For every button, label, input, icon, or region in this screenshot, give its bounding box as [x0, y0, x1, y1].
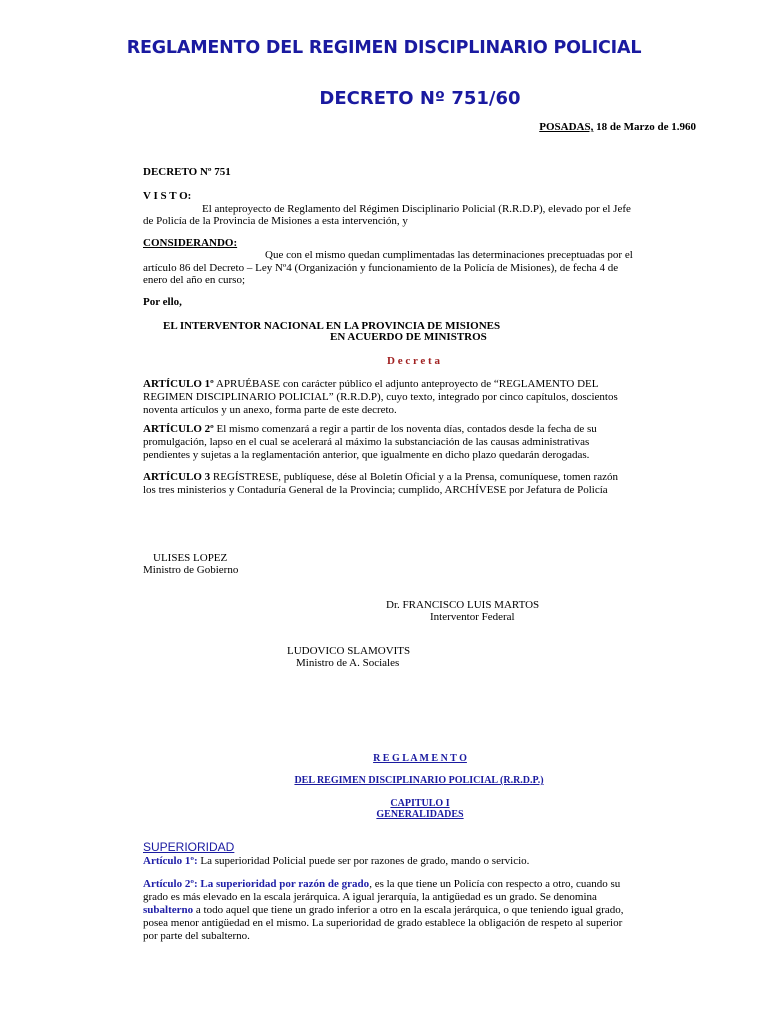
article-text: pendientes y sujetas a la reglamentación anterior, que igualmente en dicho plazo quedarán derogadas.	[143, 449, 590, 461]
signature-name: LUDOVICO SLAMOVITS	[287, 645, 411, 657]
article-text: REGIMEN DISCIPLINARIO POLICIAL” (R.R.D.P), cuyo texto, integrado por cinco capítulos, doscientos	[143, 391, 618, 403]
article-text: a todo aquel que tiene un grado inferior a otro en la escala jerárquica, o que teniendo igual grado,	[193, 904, 624, 916]
article-text: La superioridad Policial puede ser por razones de grado, mando o servicio.	[197, 855, 530, 867]
article-label: ARTÍCULO 2º	[143, 423, 214, 435]
chapter-name: GENERALIDADES	[376, 809, 464, 820]
article-text: grado es más elevado en la escala jerárquica. A igual jerarquía, la antigüedad es un grado. Se denomina	[143, 891, 597, 903]
signature-role: Ministro de A. Sociales	[296, 657, 400, 669]
place-date	[539, 121, 696, 134]
article-text: posea menor antigüedad en el mismo. La superioridad de grado establece la obligación de respeto al superior	[143, 917, 623, 929]
article-text: , es la que tiene un Policía con respecto a otro, cuando su	[369, 878, 621, 890]
signature-name: ULISES LOPEZ	[153, 552, 228, 564]
article-label: Artículo 1º:	[143, 855, 198, 867]
interventor-line: EL INTERVENTOR NACIONAL EN LA PROVINCIA DE MISIONES	[163, 320, 501, 332]
decree-heading: DECRETO Nº 751/60	[319, 88, 521, 109]
article-text: noventa artículos y un anexo, forma parte de este decreto.	[143, 404, 397, 416]
document-title: REGLAMENTO DEL REGIMEN DISCIPLINARIO POLICIAL	[126, 38, 642, 58]
signature-name: Dr. FRANCISCO LUIS MARTOS	[386, 599, 540, 611]
reglamento-article-1	[143, 855, 529, 868]
por-ello: Por ello,	[143, 296, 182, 308]
considerando-line: Que con el mismo quedan cumplimentadas las determinaciones preceptuadas por el	[265, 249, 633, 261]
articulo-2	[143, 423, 695, 462]
reglamento-title: R E G L A M E N T O	[373, 753, 467, 764]
reglamento-subtitle: DEL REGIMEN DISCIPLINARIO POLICIAL (R.R.D.P.)	[294, 775, 544, 786]
article-text: REGÍSTRESE, publíquese, dése al Boletín Oficial y a la Prensa, comuníquese, tomen razón	[210, 471, 618, 483]
decreto-label: DECRETO Nº 751	[143, 166, 231, 178]
visto-label: V I S T O:	[143, 190, 192, 202]
considerando-label: CONSIDERANDO:	[143, 237, 238, 249]
interventor-line: EN ACUERDO DE MINISTROS	[330, 331, 487, 343]
chapter-title: CAPITULO I	[390, 798, 450, 809]
signature-role: Interventor Federal	[430, 611, 515, 623]
date: 18 de Marzo de 1.960	[593, 121, 696, 133]
signature-role: Ministro de Gobierno	[143, 564, 239, 576]
reglamento-article-2	[143, 878, 695, 943]
article-text: los tres ministerios y Contaduría General de la Provincia; cumplido, ARCHÍVESE por Jefatura de Policía	[143, 484, 608, 496]
articulo-1	[143, 378, 695, 417]
considerando-line: artículo 86 del Decreto – Ley Nº4 (Organización y funcionamiento de la Policía de Misiones), de fecha 4 de	[143, 262, 619, 274]
visto-line: de Policía de la Provincia de Misiones a esta intervención, y	[143, 215, 408, 227]
article-text: promulgación, lapso en el cual se acelerará al máximo la substanciación de las causas administrativas	[143, 436, 590, 448]
article-text: APRUÉBASE con carácter público el adjunto anteproyecto de “REGLAMENTO DEL	[213, 378, 599, 390]
decreta-heading: D e c r e t a	[387, 355, 440, 367]
article-text: por parte del subalterno.	[143, 930, 250, 942]
article-label: ARTÍCULO 1º	[143, 378, 214, 390]
visto-line: El anteproyecto de Reglamento del Régimen Disciplinario Policial (R.R.D.P), elevado por el Jefe	[202, 203, 631, 215]
articulo-3	[143, 471, 695, 497]
section-heading: SUPERIORIDAD	[143, 840, 235, 854]
considerando-line: enero del año en curso;	[143, 274, 246, 286]
place: POSADAS,	[539, 121, 594, 133]
article-label: ARTÍCULO 3	[143, 471, 211, 483]
subalterno-term: subalterno	[143, 904, 194, 916]
article-text: El mismo comenzará a regir a partir de los noventa días, contados desde la fecha de su	[213, 423, 597, 435]
article-label: Artículo 2º: La superioridad por razón de grado	[143, 878, 370, 890]
